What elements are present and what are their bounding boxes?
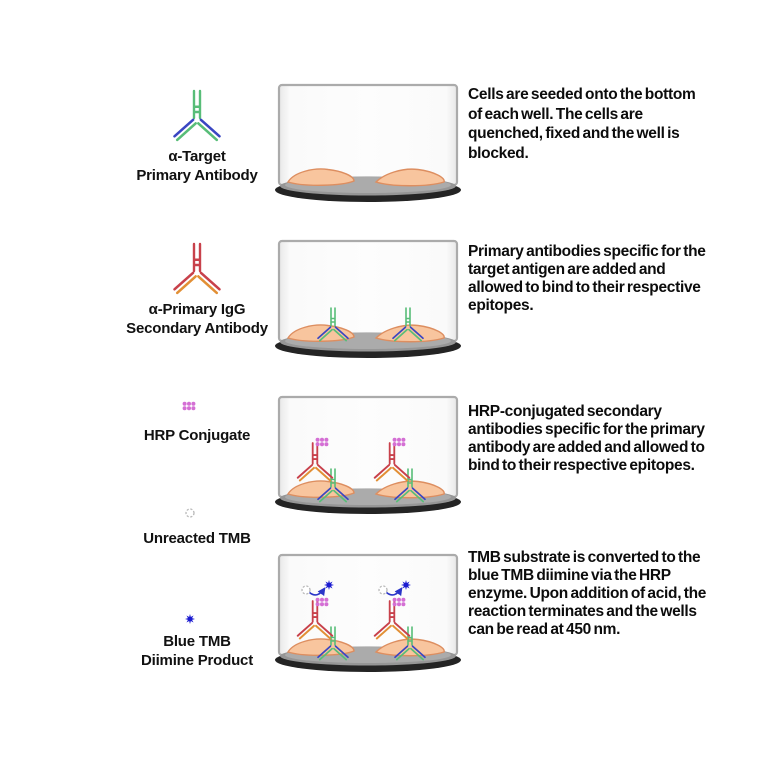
well-step2-primary-antibodies xyxy=(272,236,464,368)
secondary-antibody-icon xyxy=(169,241,225,297)
step1-caption: Cells are seeded onto the bottom of each well. The cells are quenched, fixed and the well is blocked. xyxy=(468,86,696,162)
primary-antibody-icon xyxy=(169,88,225,144)
hrp-conjugate-icon xyxy=(180,399,198,413)
label-line: α-Target xyxy=(168,148,226,165)
label-line: Diimine Product xyxy=(140,652,253,669)
label-line: Secondary Antibody xyxy=(126,320,268,337)
step4-caption: TMB substrate is converted to the blue TMB diimine via the HRP enzyme. Upon addition of acid, the reaction terminates and the wells can be read at 450 nm. xyxy=(468,549,707,638)
unreacted-tmb-label xyxy=(77,529,317,548)
well-step4-tmb-reaction xyxy=(272,550,464,682)
well-step3-hrp-secondary xyxy=(272,392,464,524)
well-step1-seeded-cells xyxy=(272,80,464,212)
unreacted-tmb-icon xyxy=(183,506,197,520)
label-line: Primary Antibody xyxy=(136,167,258,184)
label-line: Blue TMB xyxy=(163,633,231,650)
step3-caption: HRP-conjugated secondary antibodies specific for the primary antibody are added and allowed to bind to their respective epitopes. xyxy=(468,403,705,474)
label-line: HRP Conjugate xyxy=(143,427,251,444)
blue-tmb-diimine-icon xyxy=(182,611,198,627)
step2-caption: Primary antibodies specific for the target antigen are added and allowed to bind to their respective epitopes. xyxy=(468,243,706,314)
label-line: Unreacted TMB xyxy=(143,530,251,547)
label-line: α-Primary IgG xyxy=(148,301,246,318)
